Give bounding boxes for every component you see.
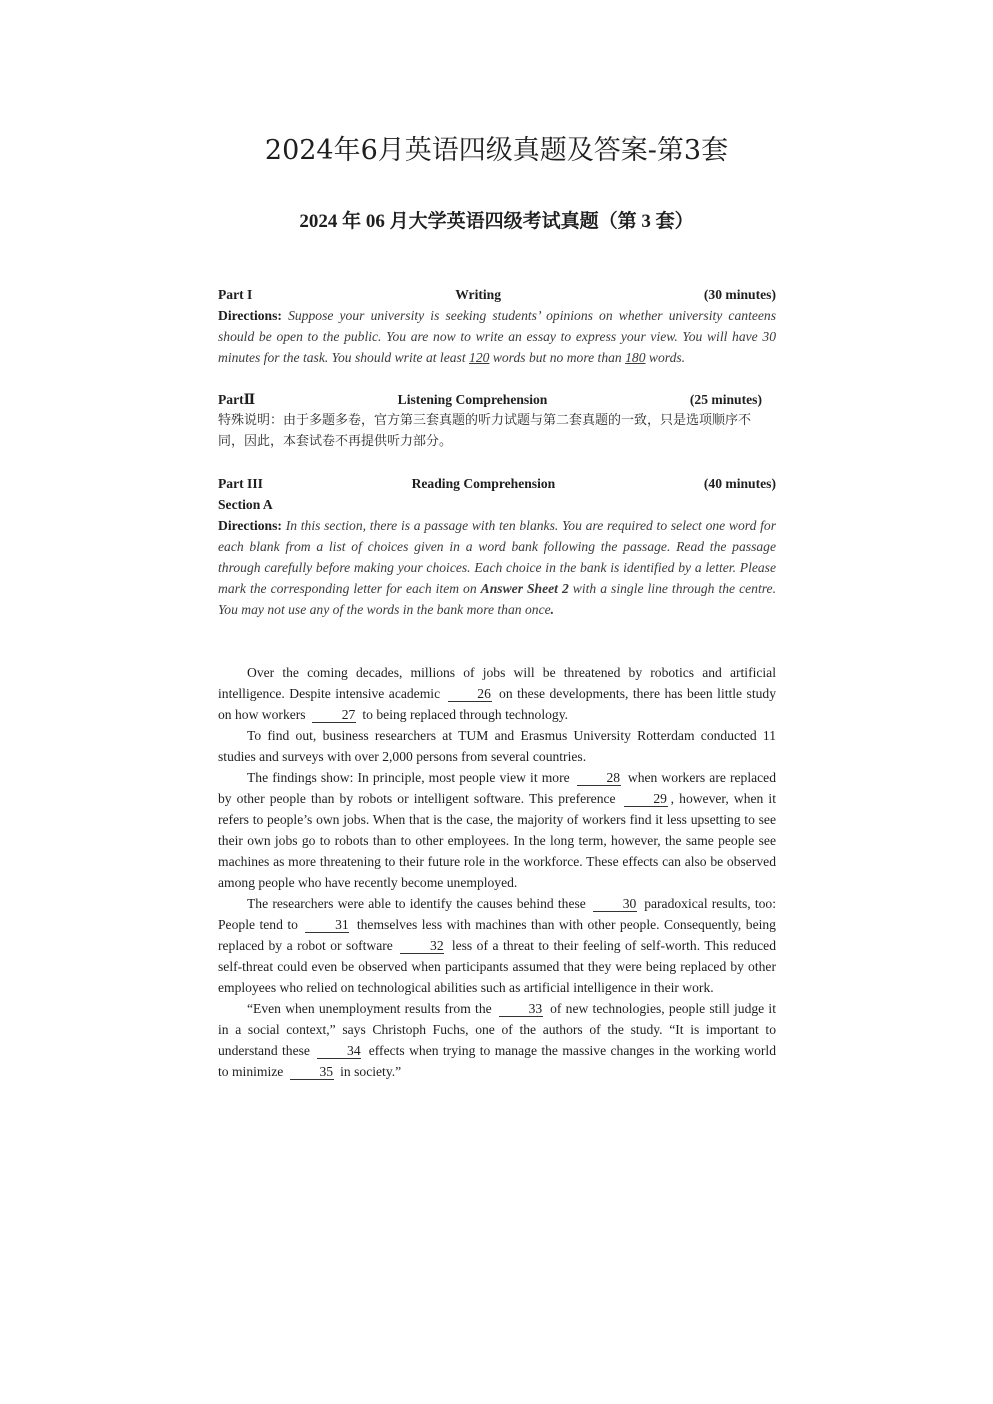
blank-29: 29 — [624, 792, 668, 807]
exam-title: 2024 年 06 月大学英语四级考试真题（第 3 套） — [299, 211, 694, 232]
part2-note: 特殊说明：由于多题多卷，官方第三套真题的听力试题与第二套真题的一致，只是选项顺序不同，因此，本套试卷不再提供听力部分。 — [218, 413, 752, 449]
passage-paragraph-2: To find out, business researchers at TUM and Erasmus University Rotterdam conducted 11 studies and surveys with over 2,000 persons from several countries. — [218, 728, 776, 764]
part1-directions: Directions: Suppose your university is seeking students’ opinions on whether university canteens should be open to the public. You are now to write an essay to express your view. You will have 30 minutes for the task. You should write at least 120 words but no more than 180 words. — [218, 308, 776, 365]
min-words: 120 — [469, 350, 490, 365]
part1-time: (30 minutes) — [703, 287, 776, 302]
directions-label: Directions: — [218, 518, 282, 533]
part1-header — [218, 284, 776, 305]
blank-34: 34 — [317, 1044, 361, 1059]
passage-paragraph-1: Over the coming decades, millions of jobs will be threatened by robotics and artificial intelligence. Despite intensive academic 26 on these developments, there has been little study on how workers 27 to being replaced through technology. — [218, 665, 777, 722]
section-a-heading: Section A — [218, 497, 273, 512]
part3-label: Part III — [218, 476, 263, 491]
part2-time: (25 minutes) — [689, 392, 762, 407]
max-words: 180 — [625, 350, 646, 365]
reading-passage — [218, 662, 776, 1082]
passage-paragraph-3: The findings show: In principle, most people view it more 28 when workers are replaced by other people than by robots or intelligent software. This preference 29 , however, when it refers to people’s own jobs. When that is the case, the majority of workers find it less upsetting to see their own jobs go to robots than to other employees. In the long term, however, the same people see machines as more threatening to their future role in the workforce. These effects can also be observed among people who have recently become unemployed. — [218, 770, 777, 890]
part3-time: (40 minutes) — [703, 476, 776, 491]
part2-label: PartⅡ — [218, 392, 256, 407]
part2-header — [218, 389, 776, 410]
blank-28: 28 — [577, 771, 621, 786]
part1-name: Writing — [455, 287, 502, 302]
part3-directions: Directions: In this section, there is a passage with ten blanks. You are required to select one word for each blank from a list of choices given in a word bank following the passage. Read the passage through carefully before making your choices. Each choice in the bank is identified by a letter. Please mark the corresponding letter for each item on Answer Sheet 2 with a single line through the centre. You may not use any of the words in the bank more than once. — [218, 518, 776, 617]
blank-31: 31 — [305, 918, 349, 933]
blank-27: 27 — [312, 708, 356, 723]
passage-paragraph-5: “Even when unemployment results from the 33 of new technologies, people still judge it in a social context,” says Christoph Fuchs, one of the authors of the study. “It is important to understand these 34 effects when trying to manage the massive changes in the working world to minimize 35 in society.” — [218, 1001, 776, 1079]
part2-name: Listening Comprehension — [397, 392, 548, 407]
blank-26: 26 — [448, 687, 492, 702]
directions-label: Directions: — [218, 308, 282, 323]
answer-sheet-ref: Answer Sheet 2 — [480, 581, 569, 596]
part3-name: Reading Comprehension — [411, 476, 556, 491]
blank-35: 35 — [290, 1065, 334, 1080]
part1-label: Part I — [218, 287, 253, 302]
document-title: 2024年6月英语四级真题及答案-第3套 — [264, 135, 729, 166]
page-body — [218, 284, 776, 1082]
blank-30: 30 — [593, 897, 637, 912]
passage-paragraph-4: The researchers were able to identify the causes behind these 30 paradoxical results, too: People tend to 31 themselves less with machines than with other people. Consequently, being replaced by a robot or software 32 less of a threat to their feeling of self-worth. This reduced self-threat could even be observed when participants assumed that they were being replaced by other employees who relied on technological abilities such as artificial intelligence in their work. — [218, 896, 776, 995]
part3-header — [218, 473, 776, 494]
blank-33: 33 — [499, 1002, 543, 1017]
blank-32: 32 — [400, 939, 444, 954]
